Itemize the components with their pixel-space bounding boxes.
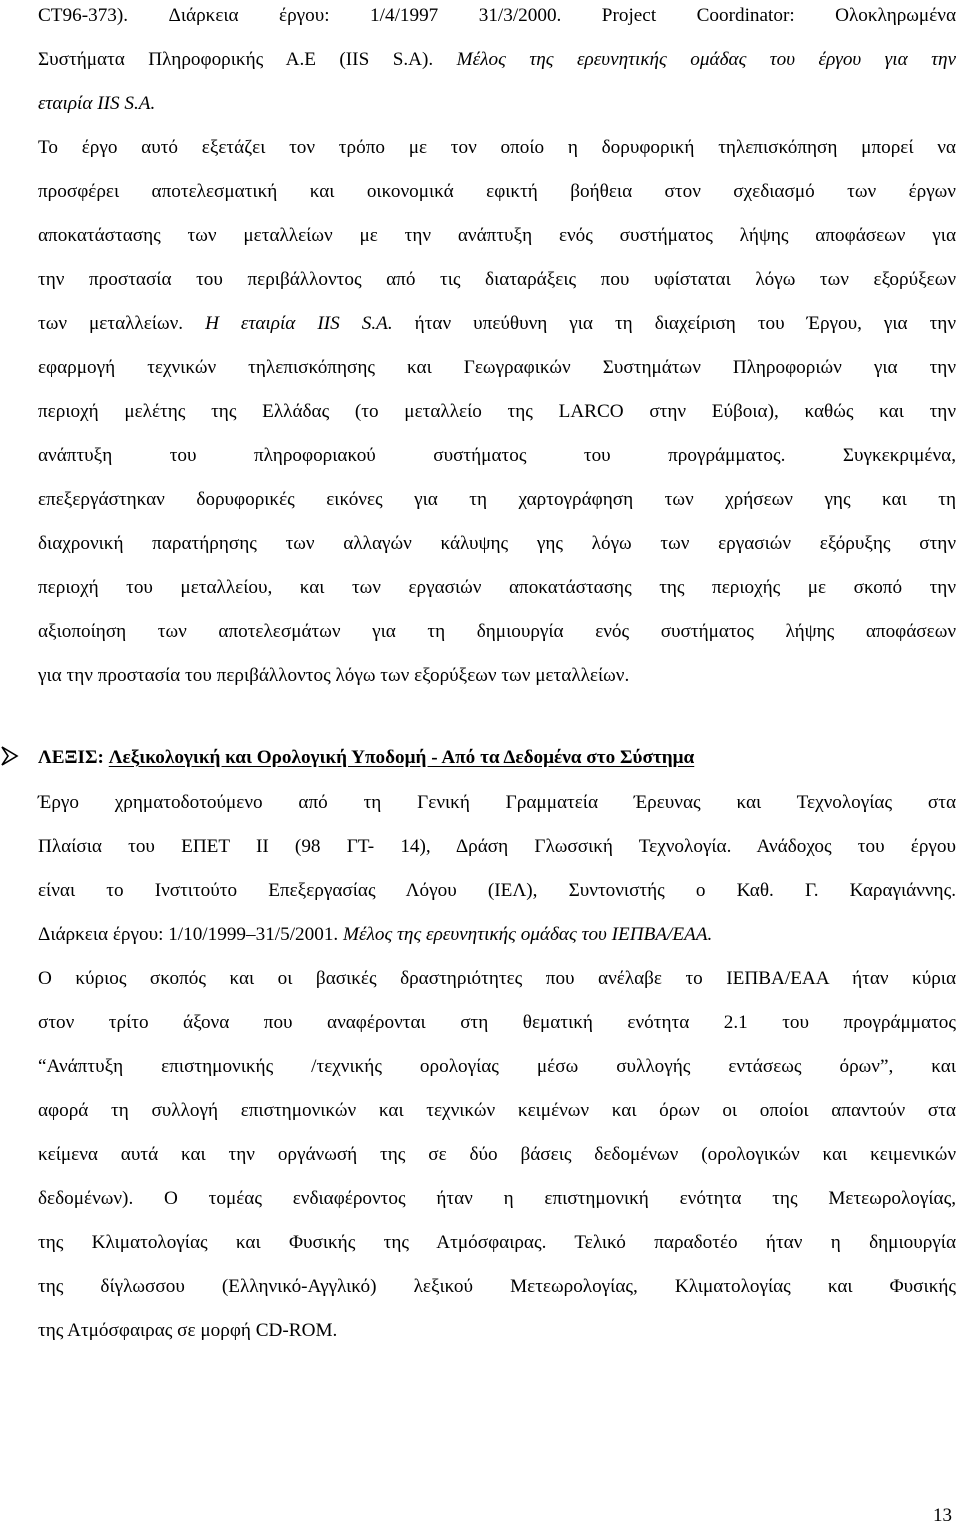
- project1-role-line: περιοχή μελέτης της Ελλάδας (το μεταλλείο της LARCO στην Εύβοια), καθώς και την: [38, 401, 956, 422]
- project1-role-intro: [38, 312, 956, 336]
- project2-heading: [38, 746, 694, 770]
- project2-duration: [38, 923, 712, 947]
- project1-line2-normal: Συστήματα Πληροφορικής Α.Ε (IIS S.A).: [38, 49, 434, 70]
- page-number: 13: [933, 1505, 952, 1526]
- project1-desc-line: προσφέρει αποτελεσματική και οικονομικά εφικτή βοήθεια στον σχεδιασμό των έργων: [38, 181, 956, 202]
- project1-line2: [38, 48, 956, 72]
- project1-role-line: επεξεργάστηκαν δορυφορικές εικόνες για τη χαρτογράφηση των χρήσεων γης και τη: [38, 489, 956, 510]
- project2-heading-acronym: ΛΕΞΙΣ:: [38, 747, 104, 768]
- project2-aim-line: της Κλιματολογίας και Φυσικής της Ατμόσφαιρας. Τελικό παραδοτέο ήταν η δημιουργία: [38, 1232, 956, 1253]
- project1-role-last: για την προστασία του περιβάλλοντος λόγω των εξορύξεων των μεταλλείων.: [38, 665, 630, 686]
- project1-line1: CT96-373). Διάρκεια έργου: 1/4/1997 31/3/2000. Project Coordinator: Ολοκληρωμένα: [38, 5, 956, 26]
- project1-role-line: εφαρμογή τεχνικών τηλεπισκόπησης και Γεωγραφικών Συστημάτων Πληροφοριών για την: [38, 357, 956, 378]
- project2-heading-title: Λεξικολογική και Ορολογική Υποδομή - Από τα Δεδομένα στο Σύστημα: [108, 747, 695, 768]
- project1-desc-line: την προστασία του περιβάλλοντος από τις διαταράξεις που υφίσταται λόγω των εξορύξεων: [38, 269, 956, 290]
- project2-aim-line: “Ανάπτυξη επιστημονικής /τεχνικής ορολογίας μέσω συλλογής εντάσεως όρων”, και: [38, 1056, 956, 1077]
- project1-desc-line: Το έργο αυτό εξετάζει τον τρόπο με τον οποίο η δορυφορική τηλεπισκόπηση μπορεί να: [38, 137, 956, 158]
- project2-line: είναι το Ινστιτούτο Επεξεργασίας Λόγου (ΙΕΛ), Συντονιστής ο Καθ. Γ. Καραγιάννης.: [38, 880, 956, 901]
- project1-role-line: αξιοποίηση των αποτελεσμάτων για τη δημιουργία ενός συστήματος λήψης αποφάσεων: [38, 621, 956, 642]
- project1-role-rest: ήταν υπεύθυνη για τη διαχείριση του Έργου, για την: [414, 313, 956, 334]
- project2-aim-line: στον τρίτο άξονα που αναφέρονται στη θεματική ενότητα 2.1 του προγράμματος: [38, 1012, 956, 1033]
- project1-role-normal: των μεταλλείων.: [38, 313, 184, 334]
- project2-line: Πλαίσια του ΕΠΕΤ ΙΙ (98 ΓΤ- 14), Δράση Γλωσσική Τεχνολογία. Ανάδοχος του έργου: [38, 836, 956, 857]
- project1-line3: εταιρία IIS S.A.: [38, 93, 156, 114]
- project1-desc-line: αποκατάστασης των μεταλλείων με την ανάπτυξη ενός συστήματος λήψης αποφάσεων για: [38, 225, 956, 246]
- project2-last-line: της Ατμόσφαιρας σε μορφή CD-ROM.: [38, 1320, 338, 1341]
- project2-aim-line: Ο κύριος σκοπός και οι βασικές δραστηριότητες που ανέλαβε το ΙΕΠΒΑ/ΕΑΑ ήταν κύρια: [38, 968, 956, 989]
- project1-line2-italic: Μέλος της ερευνητικής ομάδας του έργου για την: [456, 49, 956, 70]
- project1-role-line: διαχρονική παρατήρησης των αλλαγών κάλυψης γης λόγω των εργασιών εξόρυξης στην: [38, 533, 956, 554]
- project2-line: Έργο χρηματοδοτούμενο από τη Γενική Γραμματεία Έρευνας και Τεχνολογίας στα: [38, 792, 956, 813]
- project1-role-italic: Η εταιρία IIS S.A.: [205, 313, 393, 334]
- project2-aim-line: της δίγλωσσου (Ελληνικό-Αγγλικό) λεξικού Μετεωρολογίας, Κλιματολογίας και Φυσικής: [38, 1276, 956, 1297]
- arrow-bullet-icon: [0, 744, 22, 768]
- project1-role-line: ανάπτυξη του πληροφοριακού συστήματος του προγράμματος. Συγκεκριμένα,: [38, 445, 956, 466]
- project2-aim-line: κείμενα αυτά και την οργάνωσή της σε δύο βάσεις δεδομένων (ορολογικών και κειμενικών: [38, 1144, 956, 1165]
- project2-aim-line: δεδομένων). Ο τομέας ενδιαφέροντος ήταν η επιστημονική ενότητα της Μετεωρολογίας,: [38, 1188, 956, 1209]
- project2-duration-italic: Μέλος της ερευνητικής ομάδας του ΙΕΠΒΑ/ΕΑΑ.: [343, 924, 713, 945]
- project2-duration-normal: Διάρκεια έργου: 1/10/1999–31/5/2001.: [38, 924, 339, 945]
- project2-aim-line: αφορά τη συλλογή επιστημονικών και τεχνικών κειμένων και όρων οι οποίοι απαντούν στα: [38, 1100, 956, 1121]
- project1-role-line: περιοχή του μεταλλείου, και των εργασιών αποκατάστασης της περιοχής με σκοπό την: [38, 577, 956, 598]
